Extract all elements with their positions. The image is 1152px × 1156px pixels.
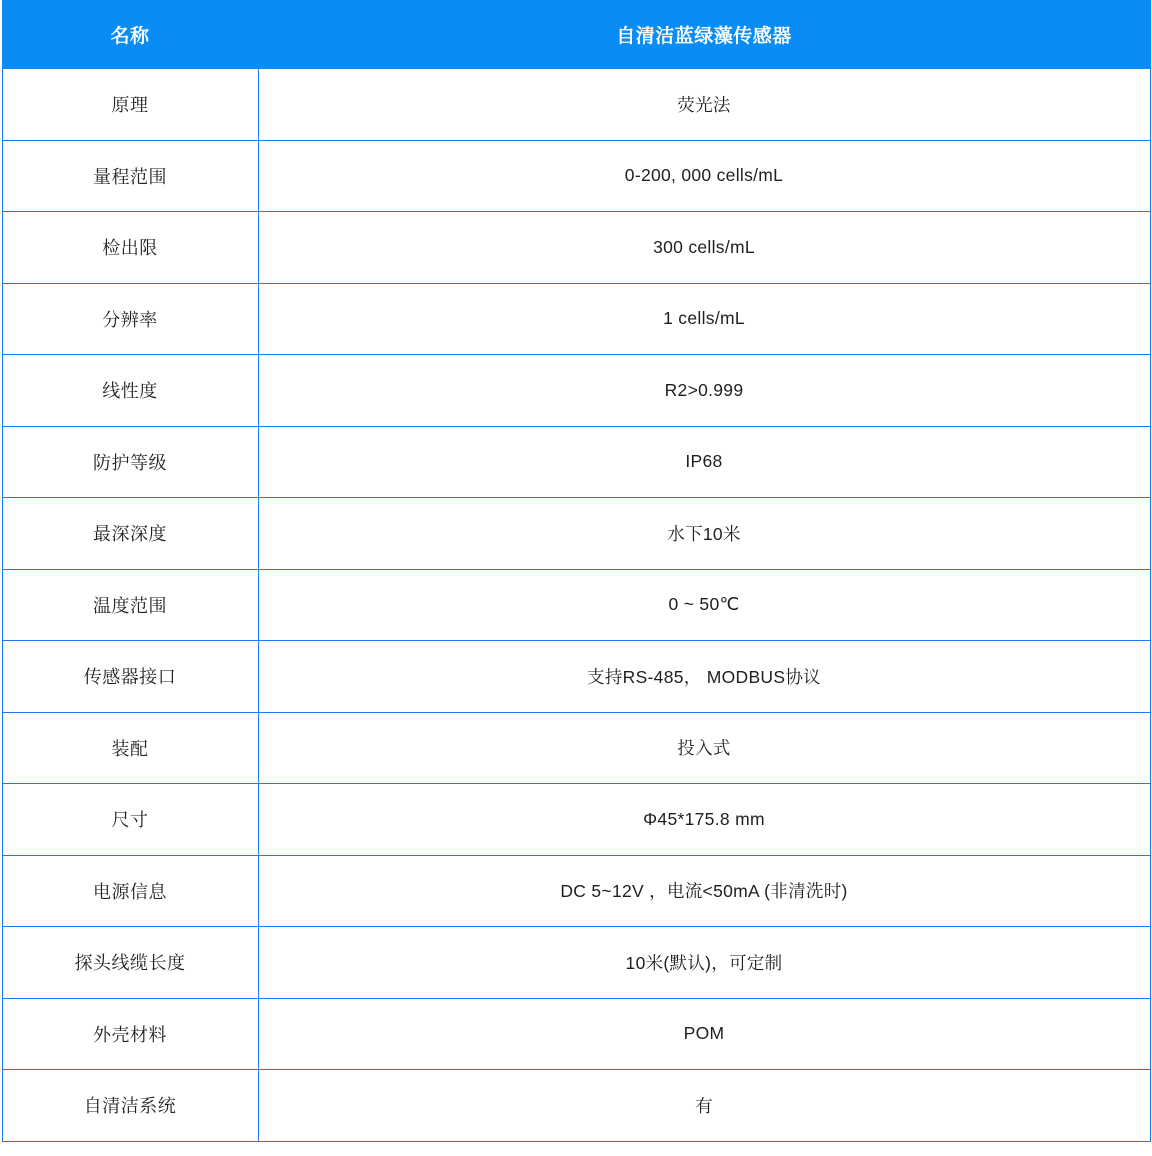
spec-value-cell: R2>0.999 [258,355,1150,427]
table-row [2,855,1150,927]
table-row [2,355,1150,427]
spec-name-cell: 自清洁系统 [2,1070,258,1142]
spec-value-cell: POM [258,998,1150,1070]
spec-name-cell: 防护等级 [2,426,258,498]
table-row [2,1070,1150,1142]
spec-value-cell: DC 5~12V ，电流<50mA (非清洗时) [258,855,1150,927]
spec-name-cell: 原理 [2,69,258,141]
spec-value-cell: 0-200, 000 cells/mL [258,140,1150,212]
spec-value-cell: Φ45*175.8 mm [258,784,1150,856]
table-row [2,641,1150,713]
table-row [2,69,1150,141]
table-header [2,1,1150,69]
table-body [2,69,1150,1142]
spec-value-cell: 有 [258,1070,1150,1142]
table-row [2,426,1150,498]
spec-value-cell: 1 cells/mL [258,283,1150,355]
spec-name-cell: 线性度 [2,355,258,427]
spec-value-cell: 水下10米 [258,498,1150,570]
spec-value-cell: 投入式 [258,712,1150,784]
spec-name-cell: 尺寸 [2,784,258,856]
column-header-value: 自清洁蓝绿藻传感器 [258,1,1150,69]
spec-name-cell: 最深深度 [2,498,258,570]
spec-name-cell: 探头线缆长度 [2,927,258,999]
spec-name-cell: 温度范围 [2,569,258,641]
spec-name-cell: 检出限 [2,212,258,284]
spec-name-cell: 分辨率 [2,283,258,355]
spec-value-cell: 300 cells/mL [258,212,1150,284]
table-row [2,784,1150,856]
table-row [2,140,1150,212]
spec-value-cell: 支持RS-485， MODBUS协议 [258,641,1150,713]
spec-name-cell: 外壳材料 [2,998,258,1070]
sensor-spec-table [2,0,1151,1142]
spec-value-cell: 荧光法 [258,69,1150,141]
table-row [2,927,1150,999]
spec-name-cell: 量程范围 [2,140,258,212]
spec-name-cell: 装配 [2,712,258,784]
table-row [2,712,1150,784]
table-row [2,498,1150,570]
spec-value-cell: 0 ~ 50℃ [258,569,1150,641]
spec-value-cell: IP68 [258,426,1150,498]
spec-value-cell: 10米(默认)，可定制 [258,927,1150,999]
table-row [2,998,1150,1070]
spec-name-cell: 电源信息 [2,855,258,927]
table-header-row [2,1,1150,69]
table-row [2,283,1150,355]
table-row [2,212,1150,284]
spec-name-cell: 传感器接口 [2,641,258,713]
table-row [2,569,1150,641]
column-header-name: 名称 [2,1,258,69]
